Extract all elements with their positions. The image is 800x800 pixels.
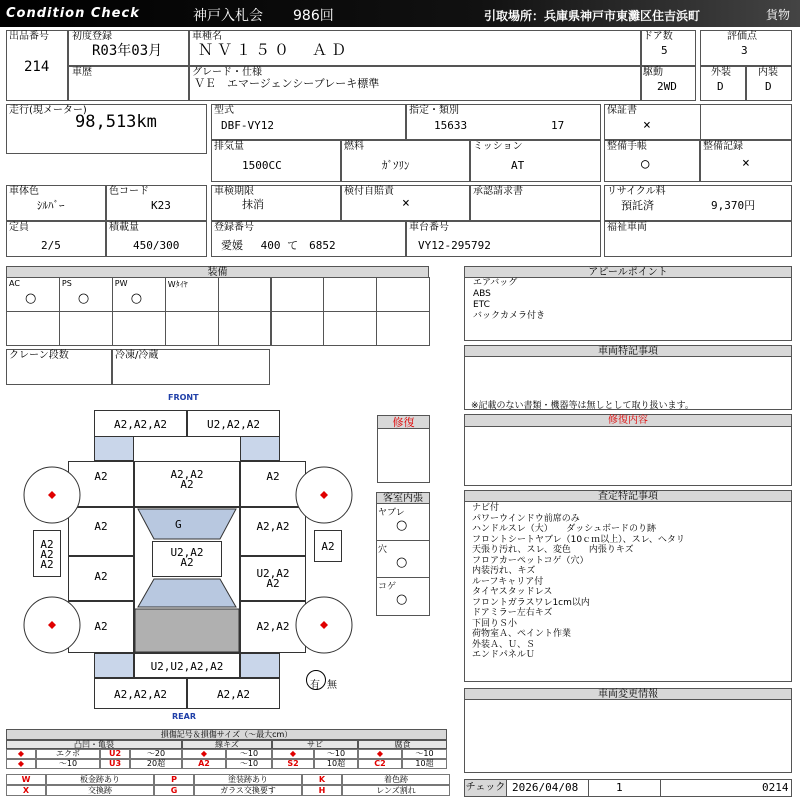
equipment-cell xyxy=(59,311,113,346)
fuel-value: ｶﾞｿﾘﾝ xyxy=(382,159,410,172)
inspection-note-line: 下回りＳ小 xyxy=(472,618,518,629)
legend-cell: 10超 xyxy=(314,759,358,769)
legend-meaning: 着色跡 xyxy=(342,774,450,785)
inspection-note-line: フロントガラスワレ1cm以内 xyxy=(472,597,590,608)
legend-cell: ～10 xyxy=(314,749,358,759)
wheel-rear-left-icon[interactable] xyxy=(23,596,81,654)
cabin-title: 客室内張 xyxy=(376,492,430,504)
insurance-value: × xyxy=(402,196,410,211)
grade-label: グレード・仕様 xyxy=(192,67,262,78)
legend-cell: ～20 xyxy=(130,749,182,759)
legend-cell: U3 xyxy=(100,759,130,769)
inspection-note-line: パワーウインドウ前席のみ xyxy=(472,513,580,524)
legend-cell: U2 xyxy=(100,749,130,759)
part-front-left[interactable]: A2,A2,A2 xyxy=(94,410,187,437)
legend-cell: ～10 xyxy=(36,759,100,769)
mission-label: ミッション xyxy=(473,141,523,152)
part-fl-fender[interactable]: A2 xyxy=(68,461,134,507)
part-rr-quarter[interactable]: A2,A2 xyxy=(240,601,306,653)
legend-cell: 10超 xyxy=(402,759,447,769)
legend-cell: A2 xyxy=(182,759,226,769)
legend-code: H xyxy=(302,785,342,796)
appeal-lines xyxy=(473,278,545,322)
manual-label: 整備手帳 xyxy=(607,141,647,152)
inspection-note-line: フロアカーペットコゲ（穴） xyxy=(472,555,589,566)
equipment-cell xyxy=(376,277,430,312)
part-rear-gate[interactable]: U2,U2,A2,A2 xyxy=(134,653,240,678)
legend-meaning: レンズ割れ xyxy=(342,785,450,796)
appeal-line: ABS xyxy=(473,289,491,299)
recycle-value: 9,370円 xyxy=(711,199,756,212)
repair-detail-box xyxy=(464,426,792,486)
check-divider-1 xyxy=(588,779,589,797)
vehicle-name: ＮＶ１５０ ＡＤ xyxy=(198,41,351,59)
equipment-cell xyxy=(376,311,430,346)
drive-value: 2WD xyxy=(657,80,677,93)
freezer-label: 冷凍/冷蔵 xyxy=(115,350,159,361)
mileage-label: 走行(現メーター) xyxy=(9,105,87,116)
check-divider-2 xyxy=(660,779,661,797)
legend-meaning: 交換跡 xyxy=(46,785,154,796)
manual-value: ○ xyxy=(641,156,650,172)
load-value: 450/300 xyxy=(133,239,180,252)
legend-group-name: 線キズ xyxy=(182,740,272,749)
doors-label: ドア数 xyxy=(643,31,673,42)
appeal-title: アピールポイント xyxy=(464,266,792,278)
inspection-notes-title: 査定特記事項 xyxy=(464,490,792,502)
load-label: 積載量 xyxy=(109,222,139,233)
front-label: FRONT xyxy=(168,393,199,402)
legend-title: 損傷記号＆損傷サイズ（～最大cm） xyxy=(6,729,447,740)
inspection-note-line: 内装汚れ、キズ xyxy=(472,566,536,576)
warranty-label: 保証書 xyxy=(607,105,637,116)
equipment-label: PS xyxy=(61,279,72,288)
legend-meaning: 板金跡あり xyxy=(46,774,154,785)
legend-cell: ～10 xyxy=(226,759,272,769)
legend-cell: 20超 xyxy=(130,759,182,769)
part-right-panel[interactable]: A2 xyxy=(314,530,342,562)
color-value: ｼﾙﾊﾞｰ xyxy=(37,199,65,212)
equipment-cell xyxy=(112,277,166,312)
record-value: × xyxy=(742,156,750,171)
equipment-mark: ○ xyxy=(130,291,143,306)
legend-cell: ～10 xyxy=(402,749,447,759)
inspection-note-line: 天張り汚れ、スレ、変色 内張りキズ xyxy=(472,545,634,555)
legend-code: X xyxy=(6,785,46,796)
part-fl-door[interactable]: A2 xyxy=(68,507,134,556)
repair-label: 修復 xyxy=(377,415,430,429)
part-rl-quarter[interactable]: A2 xyxy=(68,601,134,653)
fuel-label: 燃料 xyxy=(344,141,364,152)
equipment-cell xyxy=(165,277,219,312)
part-rl-door[interactable]: A2 xyxy=(68,556,134,601)
spec-value-1: 15633 xyxy=(434,119,468,132)
legend-cell: ～10 xyxy=(226,749,272,759)
part-rear-left[interactable]: A2,A2,A2 xyxy=(94,678,187,709)
change-info-title: 車両変更情報 xyxy=(464,688,792,700)
cabin-item-mark: ○ xyxy=(396,555,408,570)
auction-name: 神戸入札会 xyxy=(193,8,263,24)
lot-label: 出品番号 xyxy=(9,31,49,42)
cabin-item-label: コゲ xyxy=(378,582,397,592)
color-label: 車体色 xyxy=(9,186,39,197)
ext-value: D xyxy=(717,80,724,93)
ext-label: 外装 xyxy=(711,67,731,78)
header-title: Condition Check xyxy=(6,6,140,21)
part-rr-door[interactable]: U2,A2 A2 xyxy=(240,556,306,601)
inspection-note-line: ルーフキャリア付 xyxy=(472,576,544,587)
legend-meaning: ガラス交換要す xyxy=(194,785,302,796)
check-id: 0214 xyxy=(762,781,789,794)
spec-label: 指定・類別 xyxy=(409,105,459,116)
welfare-label: 福祉車両 xyxy=(607,222,647,233)
part-fr-fender[interactable]: A2 xyxy=(240,461,306,507)
part-fr-door[interactable]: A2,A2 xyxy=(240,507,306,556)
part-front-right[interactable]: U2,A2,A2 xyxy=(187,410,280,437)
appeal-line: エアバッグ xyxy=(473,278,518,288)
recycle-label: リサイクル料 xyxy=(607,186,666,197)
doors-value: 5 xyxy=(661,44,668,57)
warranty-right-cell xyxy=(700,104,792,140)
part-hood[interactable]: A2,A2 A2 xyxy=(134,461,240,507)
recycle-status: 預託済 xyxy=(621,199,654,212)
legend-cell: S2 xyxy=(272,759,314,769)
check-count: 1 xyxy=(616,781,623,794)
int-label: 内装 xyxy=(758,67,778,78)
legend-code: G xyxy=(154,785,194,796)
accident-no: 無 xyxy=(327,680,337,691)
warranty-value: × xyxy=(643,118,651,133)
spec-value-2: 17 xyxy=(551,119,565,132)
insurance-label: 検付自賠責 xyxy=(344,186,394,197)
legend-group-name: 腐食 xyxy=(358,740,447,749)
int-value: D xyxy=(765,80,772,93)
score-value: 3 xyxy=(741,44,748,57)
equipment-cell xyxy=(6,311,60,346)
equipment-label: Wﾀｲﾔ xyxy=(167,280,188,289)
rear-gate-left-glass xyxy=(94,653,134,678)
change-info-box xyxy=(464,699,792,773)
history-label: 車歴 xyxy=(72,67,92,78)
equipment-label: PW xyxy=(114,279,128,288)
wheel-front-right-icon[interactable] xyxy=(295,466,353,524)
rear-label: REAR xyxy=(172,712,196,721)
cabin-item-label: 穴 xyxy=(378,545,388,555)
lot-number: 214 xyxy=(24,59,50,75)
mileage-value: 98,513km xyxy=(75,112,157,132)
check-date: 2026/04/08 xyxy=(512,781,579,794)
approval-label: 承認請求書 xyxy=(473,186,523,197)
score-label: 評価点 xyxy=(727,31,757,42)
cabin-item-mark: ○ xyxy=(396,592,408,607)
part-rear-right[interactable]: A2,A2 xyxy=(187,678,280,709)
inspection-note-line: タイヤスタッドレス xyxy=(472,587,553,597)
appeal-line: ETC xyxy=(473,300,490,310)
plate-label: 登録番号 xyxy=(214,222,254,233)
repair-detail-title: 修復内容 xyxy=(464,414,792,427)
capacity-label: 定員 xyxy=(9,222,29,233)
equipment-cell xyxy=(6,277,60,312)
first-reg-label: 初度登録 xyxy=(72,31,112,42)
inspection-note-line: 荷物室Ａ、ペイント作業 xyxy=(472,629,572,639)
record-label: 整備記録 xyxy=(703,141,743,152)
cabin-divider xyxy=(376,577,430,578)
legend-cell: ◆ xyxy=(6,749,36,759)
equipment-cell xyxy=(323,277,377,312)
model-value: DBF-VY12 xyxy=(221,119,274,132)
equipment-cell xyxy=(271,311,325,346)
chassis-label: 車台番号 xyxy=(409,222,449,233)
legend-group-name: 凸凹・亀裂 xyxy=(6,740,182,749)
chassis-value: VY12-295792 xyxy=(418,239,491,252)
legend-cell: エクボ xyxy=(36,749,100,759)
legend-cell: ◆ xyxy=(6,759,36,769)
accident-yes: 有 xyxy=(310,680,320,691)
model-label: 型式 xyxy=(214,105,234,116)
mission-value: AT xyxy=(511,159,525,172)
cabin-item-mark: ○ xyxy=(396,518,408,533)
equipment-cell xyxy=(165,311,219,346)
inspection-note-line: フロントシートヤブレ（10ｃｍ以上）、スレ、ヘタリ xyxy=(472,534,685,545)
cabin-item-label: ヤブレ xyxy=(378,508,405,518)
inspection-note-line: ナビ付 xyxy=(472,503,500,513)
inspection-label: 車検期限 xyxy=(214,186,254,197)
legend-group-name: サビ xyxy=(272,740,358,749)
front-bumper-right-glass xyxy=(240,436,280,461)
plate-value: 愛媛 400 て 6852 xyxy=(221,239,336,252)
inspection-note-line: ハンドルスレ（大） ダッシュボードのり跡 xyxy=(472,524,657,534)
color-code-value: K23 xyxy=(151,199,171,212)
grade-value: ＶＥ エマージェンシーブレーキ標準 xyxy=(194,77,380,90)
windshield-shape xyxy=(134,507,240,653)
drive-label: 駆動 xyxy=(643,67,663,78)
appeal-line: バックカメラ付き xyxy=(473,311,546,321)
color-code-label: 色コード xyxy=(109,186,149,197)
legend-code: K xyxy=(302,774,342,785)
inspection-note-line: 外装Ａ、Ｕ、Ｓ xyxy=(472,639,536,650)
equipment-cell xyxy=(218,277,272,312)
equipment-cell xyxy=(271,277,325,312)
legend-cell: C2 xyxy=(358,759,402,769)
inspection-note-line: エンドパネルＵ xyxy=(472,650,535,660)
rear-gate-right-glass xyxy=(240,653,280,678)
legend-code: P xyxy=(154,774,194,785)
part-roof[interactable]: U2,A2 A2 xyxy=(152,541,222,577)
legend-code: W xyxy=(6,774,46,785)
part-left-panel[interactable]: A2 A2 A2 xyxy=(33,530,61,577)
equipment-cell xyxy=(323,311,377,346)
capacity-value: 2/5 xyxy=(41,239,61,252)
equipment-title: 装備 xyxy=(6,266,429,278)
mileage-lower-cell xyxy=(6,140,207,154)
front-bumper-left-glass xyxy=(94,436,134,461)
cabin-divider xyxy=(376,540,430,541)
crane-label: クレーン段数 xyxy=(9,350,69,361)
displacement-label: 排気量 xyxy=(214,141,244,152)
legend-cell: ◆ xyxy=(272,749,314,759)
equipment-mark: ○ xyxy=(77,291,90,306)
legend-meaning: 塗装跡あり xyxy=(194,774,302,785)
inspection-notes-lines xyxy=(472,503,685,661)
auction-session: 986回 xyxy=(293,8,334,24)
check-label: チェック xyxy=(464,779,507,797)
equipment-cell xyxy=(59,277,113,312)
equipment-label: AC xyxy=(9,279,20,288)
name-label: 車種名 xyxy=(192,31,222,42)
equipment-cell xyxy=(112,311,166,346)
pickup-location: 引取場所：兵庫県神戸市東灘区住吉浜町 xyxy=(484,9,701,23)
equipment-mark: ○ xyxy=(25,291,37,306)
vehicle-class: 貨物 xyxy=(766,8,791,22)
legend-cell: ◆ xyxy=(182,749,226,759)
wheel-rear-right-icon[interactable] xyxy=(295,596,353,654)
inspection-value: 抹消 xyxy=(242,198,264,211)
special-title: 車両特記事項 xyxy=(464,345,792,357)
part-windshield[interactable]: G xyxy=(175,518,182,531)
special-note: ※記載のない書類・機器等は無しとして取り扱います。 xyxy=(471,401,694,411)
inspection-note-line: ドアミラー左右キズ xyxy=(472,608,553,618)
wheel-front-left-icon[interactable] xyxy=(23,466,81,524)
legend-cell: ◆ xyxy=(358,749,402,759)
displacement-value: 1500CC xyxy=(242,159,282,172)
equipment-cell xyxy=(218,311,272,346)
first-reg-value: R03年03月 xyxy=(92,43,163,59)
